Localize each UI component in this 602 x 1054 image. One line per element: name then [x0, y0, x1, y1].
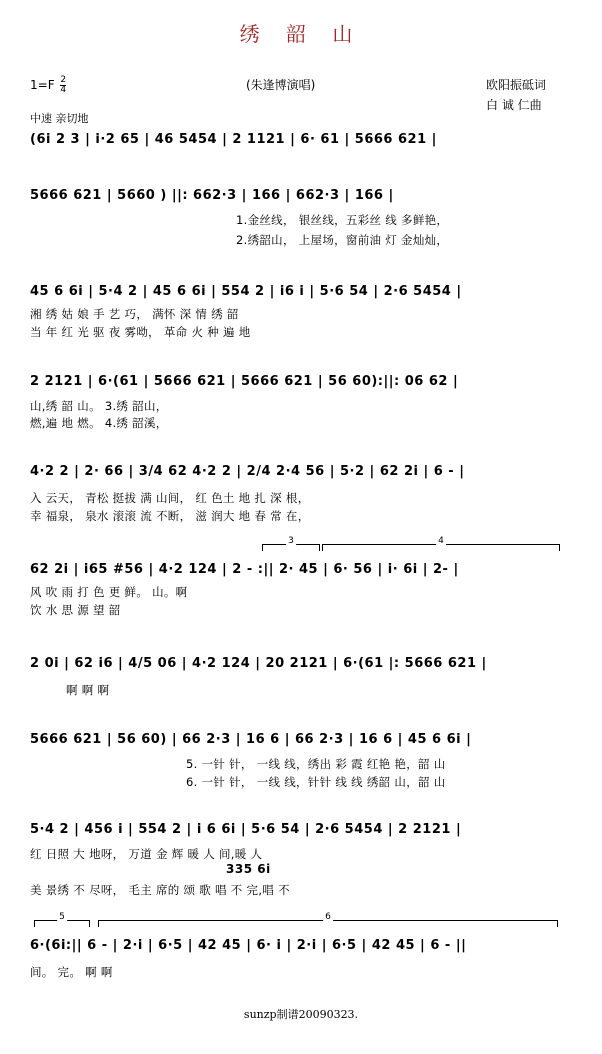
lyric-line-8a: 5. 一针 针， 一线 线，绣出 彩 霞 红艳 艳，韶 山: [186, 757, 446, 771]
lyric-line-2a: 1.金丝线， 银丝线，五彩丝 线 多鲜艳，: [236, 213, 449, 227]
notation-line-10: 6·(6i:|| 6 - | 2·i | 6·5 | 42 45 | 6· i | 2·i | 6·5 | 42 45 | 6 - ||: [30, 938, 467, 953]
lyric-line-5a: 入 云天， 青松 挺拔 满 山间， 红 色土 地 扎 深 根，: [30, 491, 310, 505]
bracket-6: 6: [98, 920, 558, 927]
notation-line-5: 4·2 2 | 2· 66 | 3/4 62 4·2 2 | 2/4 2·4 56 | 5·2 | 62 2i | 6 - |: [30, 464, 465, 479]
lyric-line-9b: 美 景绣 不 尽呀， 毛主 席的 颂 歌 唱 不 完,唱 不: [30, 883, 290, 897]
footer-credit: sunzp制谱20090323.: [243, 1008, 359, 1021]
inserted-notes: 335 6i: [226, 862, 271, 876]
song-title: 绣 韶 山: [239, 22, 363, 46]
notation-line-9: 5·4 2 | 456 i | 554 2 | i 6 6i | 5·6 54 | 2·6 5454 | 2 2121 |: [30, 822, 462, 837]
notation-line-2: 5666 621 | 5660 ) ||: 662·3 | 166 | 662·3 | 166 |: [30, 188, 394, 203]
bracket-4: 4: [322, 544, 560, 551]
notation-line-4: 2 2121 | 6·(61 | 5666 621 | 5666 621 | 56 60):||: 06 62 |: [30, 374, 459, 389]
lyric-line-9a: 红 日照 大 地呀， 万道 金 辉 暖 人 间,暖 人: [30, 847, 263, 861]
lyric-line-10: 间。 完。 啊 啊: [30, 965, 113, 979]
bracket-3: 3: [262, 544, 320, 551]
time-signature: $\frac{2}{4}$: [60, 75, 67, 95]
lyric-line-4a: 山,绣 韶 山。 3.绣 韶山，: [30, 399, 168, 413]
lyric-line-8b: 6. 一针 针， 一线 线，针针 线 线 绣韶 山，韶 山: [186, 775, 446, 789]
lyric-line-6a: 风 吹 雨 打 色 更 鲜。 山。啊: [30, 585, 188, 599]
lyric-line-5b: 幸 福泉， 泉水 滚滚 流 不断， 滋 润大 地 春 常 在，: [30, 509, 310, 523]
notation-line-6: 62 2i | i65 #56 | 4·2 124 | 2 - :|| 2· 45 | 6· 56 | i· 6i | 2- |: [30, 562, 459, 577]
key-signature: [30, 76, 66, 95]
lyric-line-4b: 燃,遍 地 燃。 4.绣 韶溪，: [30, 416, 168, 430]
lyricist-credit: 欧阳振砥词: [486, 78, 547, 92]
lyric-line-7: 啊 啊 啊: [66, 683, 110, 697]
notation-line-8: 5666 621 | 56 60) | 66 2·3 | 16 6 | 66 2·3 | 16 6 | 45 6 6i |: [30, 732, 472, 747]
bracket-5: 5: [34, 920, 90, 927]
tempo-marking: 中速 亲切地: [30, 112, 89, 125]
notation-line-1: (6i 2 3 | i·2 65 | 46 5454 | 2 1121 | 6· 61 | 5666 621 |: [30, 132, 437, 147]
lyric-line-3b: 当 年 红 光 驱 夜 雾呦， 革命 火 种 遍 地: [30, 325, 251, 339]
lyric-line-6b: 饮 水 思 源 望 韶: [30, 603, 121, 617]
key-label: 1=F: [30, 78, 55, 92]
singer-credit: (朱逢博演唱): [246, 78, 316, 92]
notation-line-3: 45 6 6i | 5·4 2 | 45 6 6i | 554 2 | i6 i | 5·6 54 | 2·6 5454 |: [30, 284, 462, 299]
lyric-line-2b: 2.绣韶山， 上屋场，窗前油 灯 金灿灿，: [236, 233, 449, 247]
notation-line-7: 2 0i | 62 i6 | 4/5 06 | 4·2 124 | 20 2121 | 6·(61 |: 5666 621 |: [30, 656, 487, 671]
lyric-line-3a: 湘 绣 姑 娘 手 艺 巧， 满怀 深 情 绣 韶: [30, 307, 239, 321]
composer-credit: 白 诚 仁曲: [486, 98, 542, 112]
